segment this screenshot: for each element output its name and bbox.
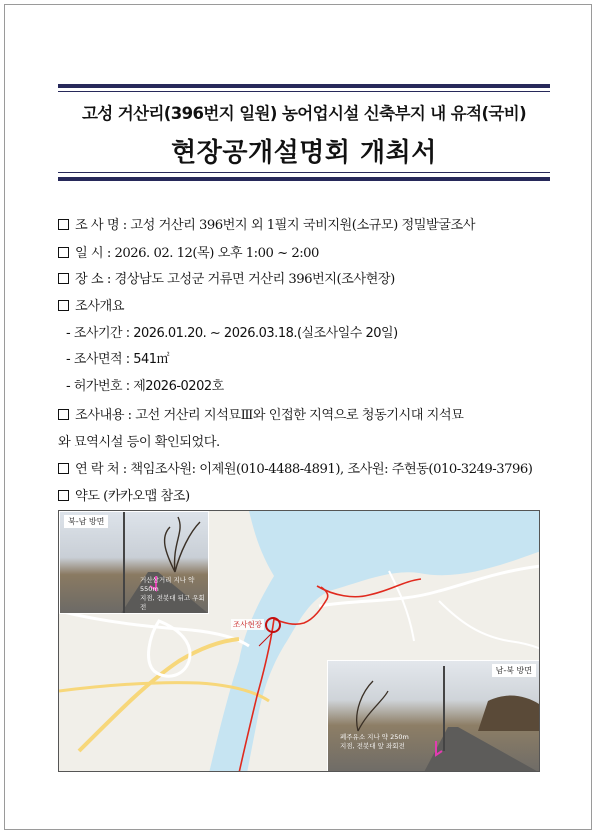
title-bar-bottom (58, 177, 550, 181)
overview-area: - 조사면적 : 541㎡ (66, 352, 170, 367)
overview-period: - 조사기간 : 2026.01.20. ~ 2026.03.18.(실조사일수 20일) (66, 326, 398, 341)
checkbox-square-icon (58, 300, 69, 311)
content-line-1: 조사내용 : 고선 거산리 지석묘Ⅲ와 인접한 지역으로 청동기시대 지석묘 (75, 408, 464, 423)
photo-south-tree (357, 681, 388, 731)
photo-north-south (59, 511, 209, 614)
title-rule-top (58, 91, 550, 92)
checkbox-square-icon (58, 463, 69, 474)
photo-north-caption-2: 지점, 전봇대 뒤고 우회전 (140, 594, 205, 611)
photo-south-label: 남-북 방면 (492, 664, 536, 677)
item-overview (58, 295, 548, 314)
title-rule-bottom (58, 172, 550, 173)
photo-south-drawing (328, 661, 540, 772)
map-heading-text: 약도 (카카오맵 참조) (75, 489, 190, 504)
overview-heading: 조사개요 (75, 299, 124, 314)
checkbox-square-icon (58, 247, 69, 258)
photo-north-tree (165, 517, 200, 572)
contact-text: 연 락 처 : 책임조사원: 이제원(010-4488-4891), 조사원: 주현동(010-3249-3796) (75, 462, 533, 477)
document-subtitle: 현장공개설명회 개최서 (171, 138, 437, 168)
photo-south-north (327, 660, 540, 772)
photo-south-hill (478, 696, 540, 731)
document-title: 고성 거산리(396번지 일원) 농어업시설 신축부지 내 유적(국비) (81, 104, 527, 123)
item-contact (58, 458, 548, 477)
content-line-2: 와 묘역시설 등이 확인되었다. (58, 435, 220, 450)
item-place (58, 268, 548, 287)
photo-north-caption-1: 거산삼거리 지나 약 550m (140, 576, 195, 593)
title-bar-top (58, 84, 550, 88)
place-text: 장 소 : 경상남도 고성군 거류면 거산리 396번지(조사현장) (75, 272, 395, 287)
checkbox-square-icon (58, 490, 69, 501)
overview-permit: - 허가번호 : 제2026-0202호 (66, 379, 224, 394)
checkbox-square-icon (58, 273, 69, 284)
photo-south-caption-2: 지점, 전봇대 앞 좌회전 (340, 742, 405, 750)
checkbox-square-icon (58, 219, 69, 230)
location-map (58, 510, 540, 772)
datetime-text: 일 시 : 2026. 02. 12(목) 오후 1:00 ~ 2:00 (75, 246, 319, 261)
photo-south-caption-1: 폐주유소 지나 약 250m (340, 733, 409, 741)
item-content (58, 404, 548, 423)
photo-south-road (423, 727, 540, 772)
item-survey-name (58, 214, 548, 233)
item-map-heading (58, 485, 548, 504)
site-label: 조사현장 (233, 620, 262, 629)
survey-name-text: 조 사 명 : 고성 거산리 396번지 외 1필지 국비지원(소규모) 정밀발굴조사 (75, 218, 475, 233)
photo-north-caption (140, 576, 208, 612)
item-datetime (58, 242, 548, 261)
photo-north-label: 북-남 방면 (64, 515, 108, 528)
photo-south-caption (340, 733, 409, 751)
checkbox-square-icon (58, 409, 69, 420)
